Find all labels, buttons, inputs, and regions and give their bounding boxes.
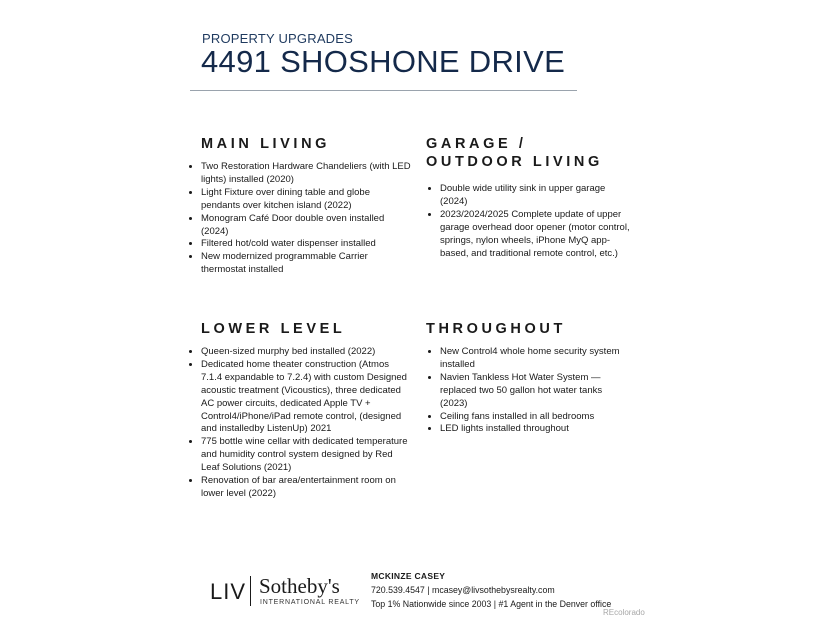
upgrade-list [187,346,411,501]
list-item: • 2023/2024/2025 Complete update of upper garage overhead door opener (motor control, springs, nylon wheels, iPhone MyQ app-based, and traditional remote control, etc.) [440,209,631,261]
list-item: • New Control4 whole home security system installed [440,346,631,372]
title-divider [190,90,577,91]
section-garage-outdoor [426,135,631,260]
agent-tagline: Top 1% Nationwide since 2003 | #1 Agent in the Denver office [371,599,612,609]
logo-subtitle: INTERNATIONAL REALTY [260,599,360,606]
list-item: • Two Restoration Hardware Chandeliers (with LED lights) installed (2020) [201,161,411,187]
list-item: • LED lights installed throughout [440,423,631,436]
list-item: • Navien Tankless Hot Water System —replaced two 50 gallon hot water tanks (2023) [440,372,631,411]
agent-info [371,571,611,609]
section-heading: GARAGE / OUTDOOR LIVING [426,136,603,170]
upgrade-list [426,346,631,436]
agent-contact: 720.539.4547 | mcasey@livsothebysrealty.com [371,585,555,595]
eyebrow-label: PROPERTY UPGRADES [202,31,354,46]
list-item: • Filtered hot/cold water dispenser installed [201,238,411,251]
page-title: 4491 SHOSHONE DRIVE [201,44,566,79]
section-heading: MAIN LIVING [201,136,331,152]
list-item: • Queen-sized murphy bed installed (2022) [201,346,411,359]
list-item: • New modernized programmable Carrier thermostat installed [201,251,411,277]
list-item: • Light Fixture over dining table and globe pendants over kitchen island (2022) [201,187,411,213]
section-throughout [426,320,631,436]
logo-divider [250,576,251,606]
list-item: • Monogram Café Door double oven installed (2024) [201,213,411,239]
logo-liv-text: LIV [210,579,247,604]
section-heading: THROUGHOUT [426,321,566,337]
upgrade-list [187,161,411,277]
list-item: • 775 bottle wine cellar with dedicated temperature and humidity control system designed by Red Leaf Solutions (2021) [201,436,411,475]
section-lower-level [201,320,411,501]
list-item: • Renovation of bar area/entertainment room on lower level (2022) [201,475,411,501]
list-item: • Ceiling fans installed in all bedrooms [440,411,631,424]
logo-brand-text: Sotheby's [259,574,340,598]
list-item: • Double wide utility sink in upper garage (2024) [440,183,631,209]
section-heading: LOWER LEVEL [201,321,346,337]
list-item: • Dedicated home theater construction (Atmos 7.1.4 expandable to 7.2.4) with custom Designed acoustic treatment (Vicoustics), three dedicated AC power circuits, dedicated Apple TV + Control4/iPhone/iPad remote control, (designed and installedby ListenUp) 2021 [201,359,411,436]
upgrade-list [426,183,631,260]
agent-name: MCKINZE CASEY [371,571,446,581]
section-main-living [201,135,411,277]
watermark: REcolorado [603,608,645,617]
